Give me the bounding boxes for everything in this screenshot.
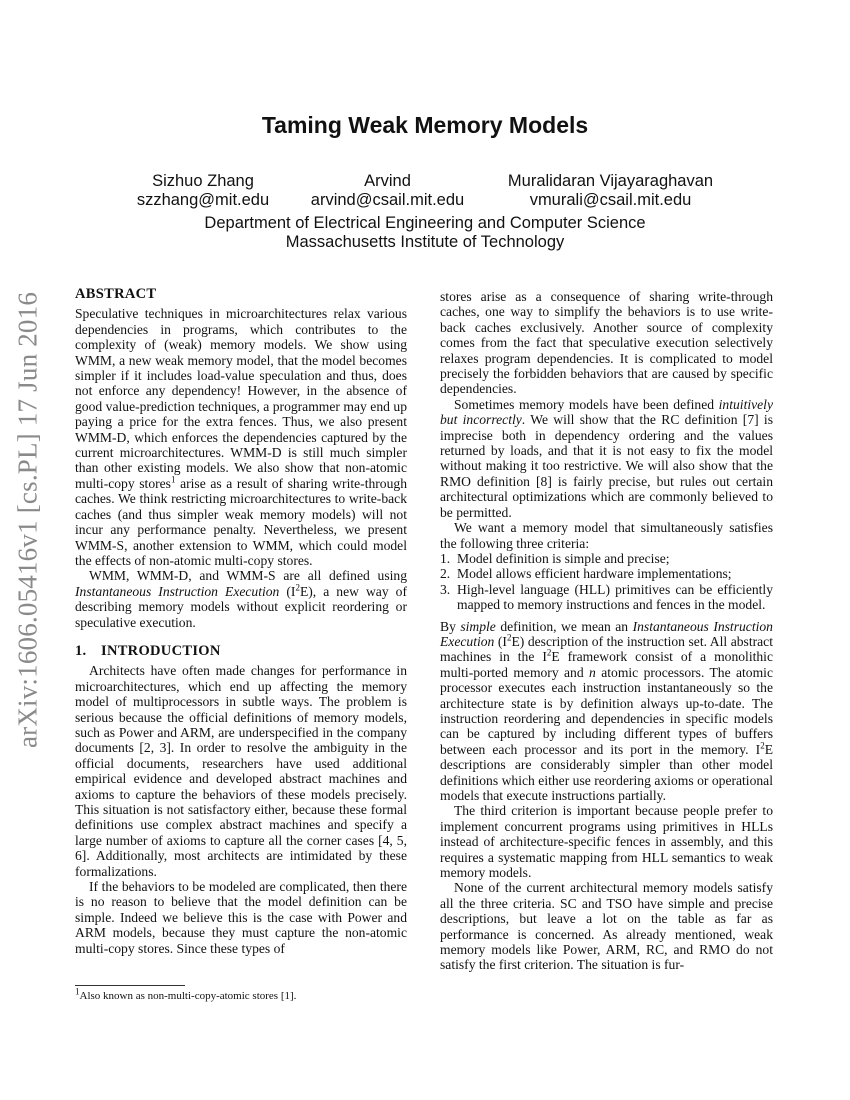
- body-paragraph: None of the current architectural memory models satisfy all the three criteria. SC and TSO have simple and precise descriptions, but leave a lot on the table as far as performance is concerned. As already mentioned, weak memory models like Power, ARM, RC, and RMO do not satisfy the first criterion. The situation is fur-: [440, 880, 773, 973]
- emphasis-text: intuitively but incorrectly: [440, 396, 773, 428]
- criteria-list: [440, 551, 773, 613]
- right-column: [440, 289, 773, 973]
- affiliation-institution: Massachusetts Institute of Technology: [285, 233, 565, 251]
- body-text: E framework consist of a monolithic multi-ported memory and: [440, 649, 773, 680]
- arxiv-identifier-stamp: [8, 291, 48, 749]
- footnote: [75, 986, 407, 1003]
- author-email: arvind@csail.mit.edu: [310, 191, 465, 209]
- abstract-text: Speculative techniques in microarchitectures relax various dependencies in programs, which contributes to the complexity of (weak) memory models. We show using WMM, a new weak memory model, that the model becomes simpler if it includes load-value speculation and thus, does not enforce any dependency! However, in the absence of good value-prediction techniques, a programmer may end up paying a price for the extra fences. Thus, we also present WMM-D, which enforces the dependencies captured by the current microarchitectures. WMM-D is still much simpler than other existing models. We also show that non-atomic multi-copy stores: [75, 306, 407, 491]
- abstract-paragraph: [75, 568, 407, 630]
- superscript: 2: [760, 740, 765, 751]
- emphasis-text: n: [589, 664, 596, 680]
- body-text: E) description of the instruction set. All abstract machines in the I: [440, 633, 773, 665]
- list-number: 1.: [440, 550, 451, 566]
- abstract-paragraph: [75, 306, 407, 568]
- superscript: 2: [295, 582, 300, 593]
- emphasis-text: Instantaneous Instruction Execution: [75, 583, 280, 599]
- arxiv-identifier-text: arXiv:1606.05416v1 [cs.PL] 17 Jun 2016: [12, 291, 43, 749]
- affiliation: [0, 214, 850, 252]
- list-item: [440, 551, 773, 566]
- footnote-divider: [75, 985, 185, 986]
- affiliation-department: Department of Electrical Engineering and Computer Science: [204, 214, 646, 232]
- footnote-marker: 1: [170, 474, 176, 485]
- list-number: 2.: [440, 566, 451, 582]
- author-email: szzhang@mit.edu: [136, 191, 270, 209]
- body-paragraph: We want a memory model that simultaneously satisfies the following three criteria:: [440, 520, 773, 551]
- author-name: Muralidaran Vijayaraghavan: [507, 172, 714, 190]
- list-item-text: Model definition is simple and precise;: [457, 550, 670, 566]
- body-text: E descriptions are considerably simpler than other model definitions which either use reordering axioms or operational models that execute instructions partially.: [440, 741, 773, 803]
- paper-title: Taming Weak Memory Models: [261, 112, 589, 138]
- body-paragraph: [440, 397, 773, 520]
- abstract-text: arise as a result of sharing write-through caches. We think restricting microarchitectures to write-back caches (and thus simpler weak memory models) will not incur any performance penalty. Nevertheless, we present WMM-S, another extension to WMM, which could model the effects of non-atomic multi-copy stores.: [75, 475, 407, 568]
- body-text: . We will show that the RC definition [7] is imprecise both in dependency ordering and the values returned by loads, and that it is not easy to fix the model without making it too restrictive. We will also show that the RMO definition [8] is fairly precise, but rules out certain architectural optimizations which are commonly believed to be permitted.: [440, 412, 774, 520]
- body-paragraph: If the behaviors to be modeled are complicated, then there is no reason to believe that the model definition can be simple. Indeed we believe this is the case with Power and ARM models, because they must capture the non-atomic multi-copy stores. Since these types of: [75, 879, 407, 956]
- left-column: [75, 287, 407, 956]
- superscript: 2: [546, 647, 552, 658]
- list-item: [440, 582, 773, 613]
- footnote-text: Also known as non-multi-copy-atomic stores [1].: [79, 990, 297, 1002]
- list-item-text: Model allows efficient hardware implementations;: [457, 566, 732, 582]
- section-heading-introduction: [75, 644, 407, 659]
- section-number: 1.: [75, 642, 87, 659]
- body-paragraph: The third criterion is important because people prefer to implement concurrent programs using primitives in HLLs instead of architecture-specific fences in assembly, and this requires a systematic mapping from HLL semantics to weak memory models.: [440, 803, 773, 881]
- body-paragraph: [440, 619, 773, 804]
- list-item-text: High-level language (HLL) primitives can be efficiently mapped to memory instructions and fences in the model.: [457, 581, 773, 613]
- list-item: [440, 566, 773, 581]
- body-text: atomic processors. The atomic processor executes each instruction instantaneously so the architecture state is by definition always up-to-date. The instruction reordering and dependencies in specific models can be captured by including different types of buffers between each processor and its port in the memory. I: [440, 664, 773, 757]
- footnote-marker: 1: [75, 986, 80, 997]
- body-text: Sometimes memory models have been defined: [454, 396, 719, 412]
- abstract-text: (I: [279, 583, 296, 599]
- author-block: [488, 172, 733, 210]
- emphasis-text: simple: [460, 618, 496, 634]
- author-name: Arvind: [364, 172, 411, 190]
- body-paragraph: Architects have often made changes for performance in microarchitectures, which end up affecting the memory model of multiprocessors in subtle ways. The problem is serious because the official definitions of memory models, such as Power and ARM, are underspecified in the company documents [2, 3]. In order to resolve the ambiguity in the official documents, researchers have used additional empirical evidence and developed abstract machines and axioms to capture the behaviors of these models precisely. This situation is not satisfactory either, because these formal definitions use complex abstract machines and specify a large number of axioms to capture all the corner cases [4, 5, 6]. Additionally, most architects are intimidated by these formalizations.: [75, 663, 407, 879]
- body-text: definition, we mean an: [495, 618, 633, 634]
- author-name: Sizhuo Zhang: [152, 172, 254, 190]
- emphasis-text: Instantaneous Instruction Execution: [440, 618, 773, 649]
- superscript: 2: [506, 632, 512, 643]
- section-title: INTRODUCTION: [101, 642, 221, 659]
- body-text: (I: [494, 633, 507, 649]
- list-number: 3.: [440, 581, 451, 597]
- author-block: [300, 172, 475, 210]
- abstract-text: E), a new way of describing memory models without explicit reordering or speculative execution.: [75, 583, 407, 630]
- body-paragraph: stores arise as a consequence of sharing write-through caches, one way to simplify the behaviors is to use write-back caches exclusively. Another source of complexity comes from the fact that speculative execution selectively relaxes program dependencies. It is complicated to model precisely the forbidden behaviors that are caused by specific dependencies.: [440, 289, 773, 397]
- author-email: vmurali@csail.mit.edu: [529, 191, 692, 209]
- abstract-text: WMM, WMM-D, and WMM-S are all defined using: [89, 568, 407, 584]
- body-text: By: [440, 618, 461, 634]
- abstract-heading: ABSTRACT: [75, 286, 157, 302]
- author-block: [118, 172, 288, 210]
